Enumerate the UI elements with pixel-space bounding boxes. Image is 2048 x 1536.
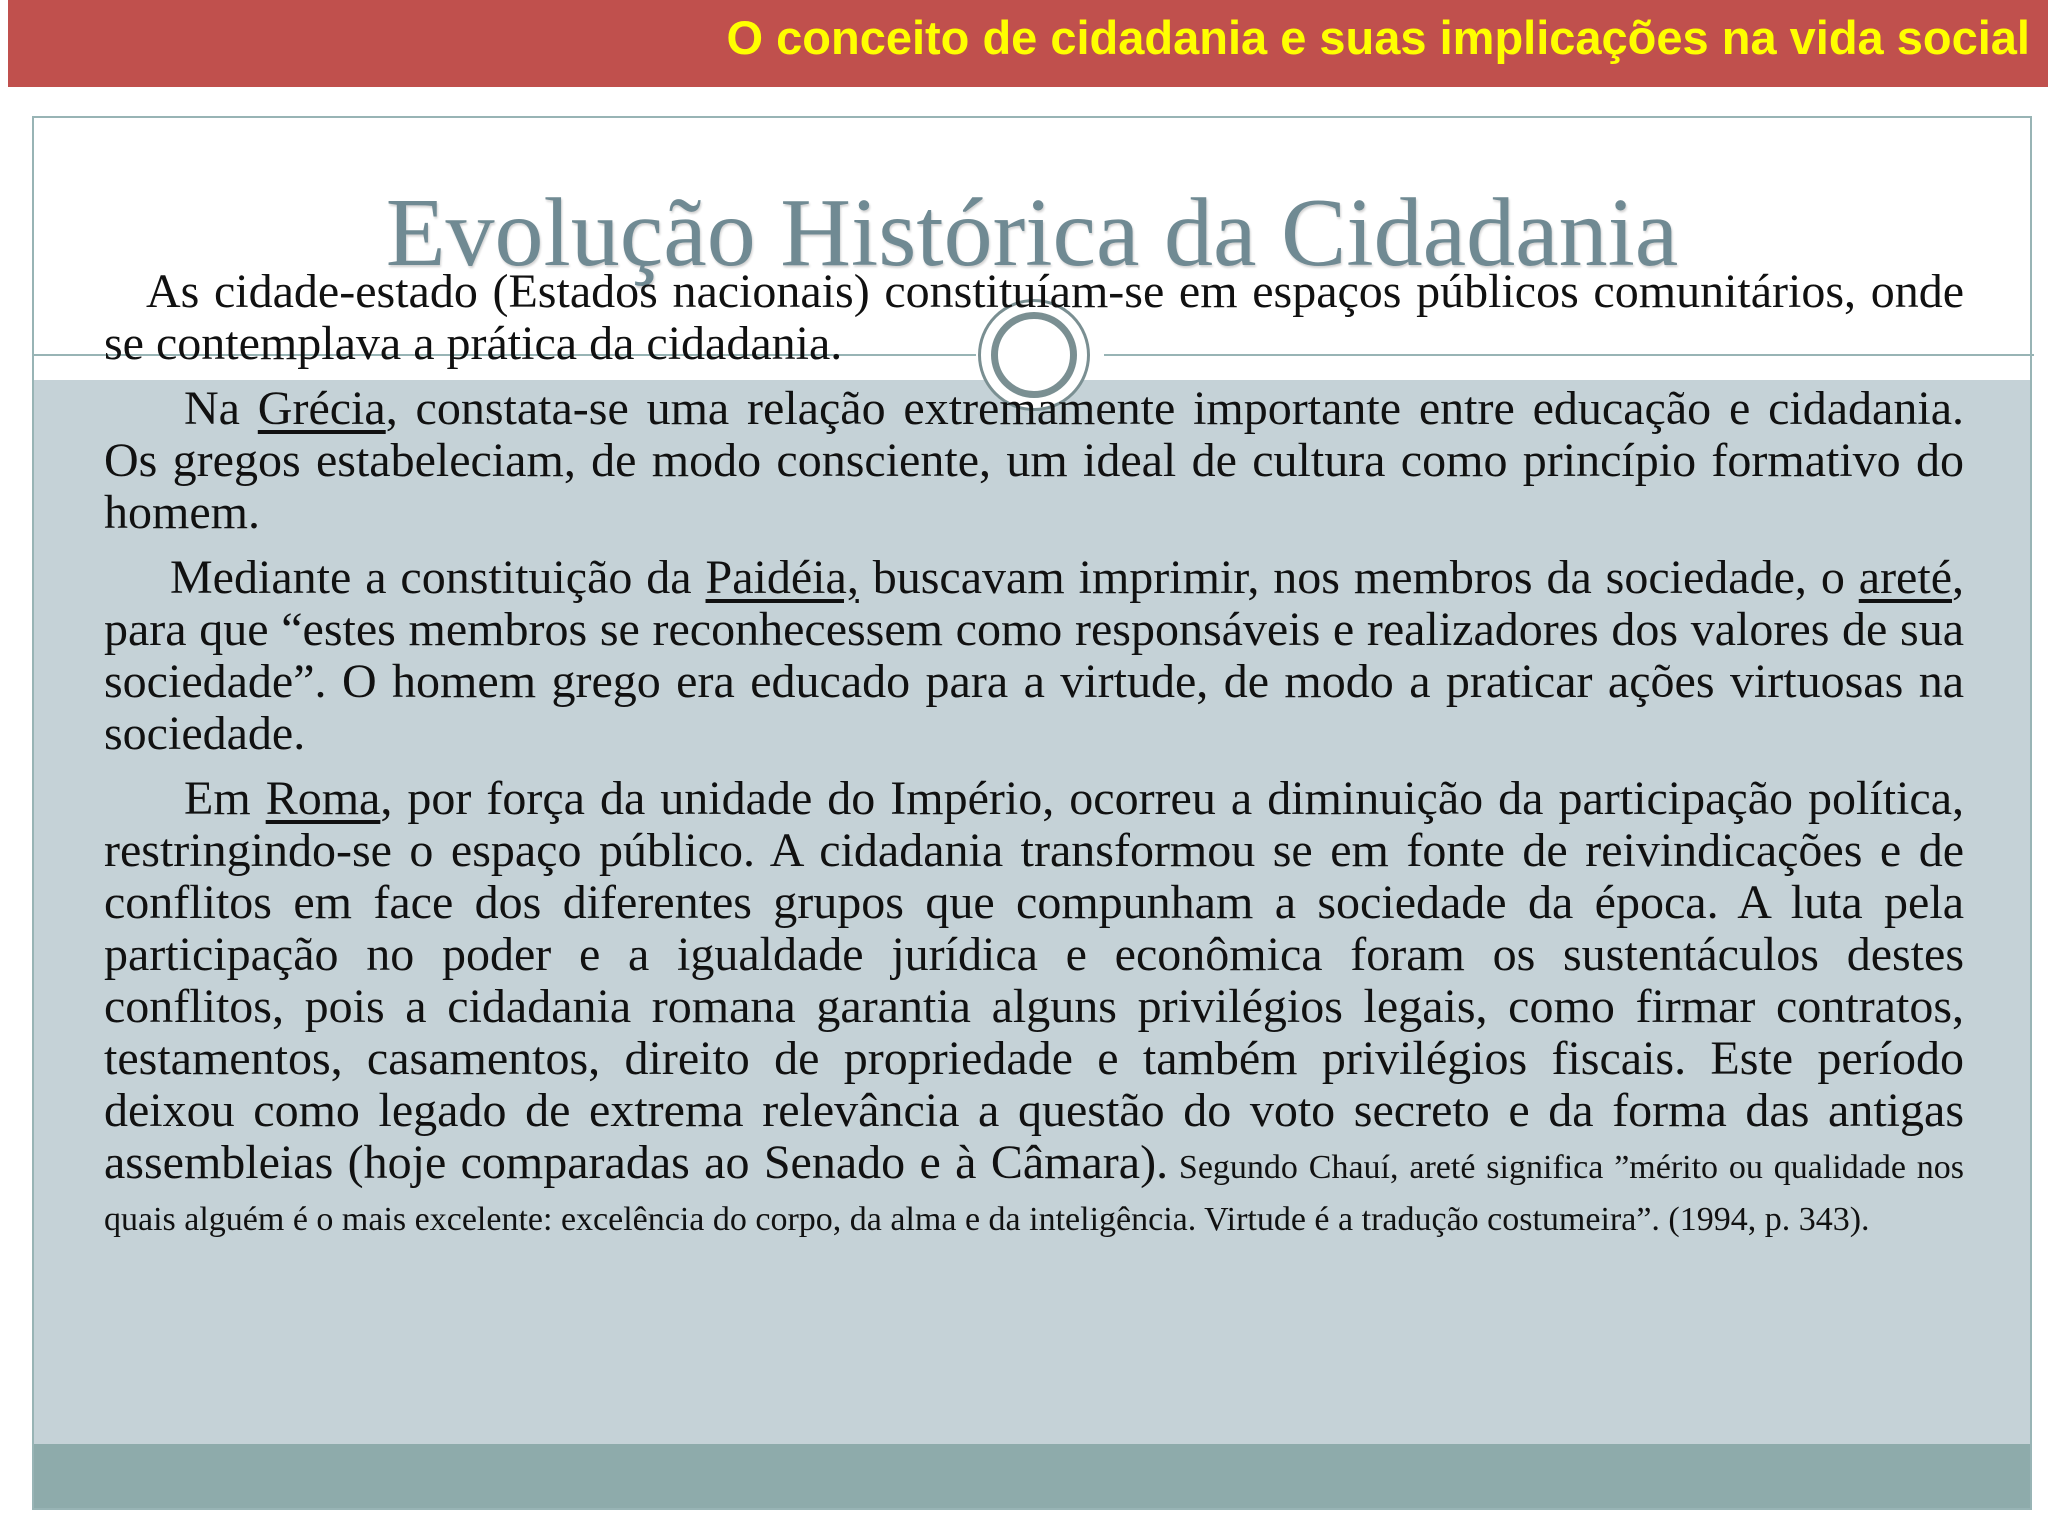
term-arete: areté (1858, 551, 1952, 604)
body-text (104, 266, 1964, 1254)
paragraph-text: , para que “estes membros se reconhecessem como responsáveis e realizadores dos valores de sua sociedade”. O homem grego era educado para a virtude, de modo a praticar ações virtuosas na sociedade. (104, 551, 1964, 760)
footer-band (34, 1444, 2030, 1508)
term-roma: Roma (265, 772, 381, 825)
term-paideia: Paidéia, (705, 551, 859, 604)
paragraph-text: , por força da unidade do Império, ocorreu a diminuição da participação política, restringindo-se o espaço público. A cidadania transformou se em fonte de reivindicações e de conflitos em face dos diferentes grupos que compunham a sociedade da época. A luta pela participação no poder e a igualdade jurídica e econômica foram os sustentáculos destes conflitos, pois a cidadania romana garantia alguns privilégios legais, como firmar contratos, testamentos, casamentos, direito de propriedade e também privilégios fiscais. Este período deixou como legado de extrema relevância a questão do voto secreto e da forma das antigas assembleias (hoje comparadas ao Senado e à Câmara). (104, 772, 1964, 1189)
paragraph-grecia (104, 383, 1964, 539)
paragraph-roma (104, 773, 1964, 1241)
paragraph-text: Mediante a constituição da (170, 551, 706, 604)
paragraph-cidade-estado (104, 266, 1964, 370)
paragraph-text: As cidade-estado (Estados nacionais) constituíam-se em espaços públicos comunitários, onde se contemplava a prática da cidadania. (104, 265, 1964, 370)
paragraph-text: Na (184, 382, 258, 435)
term-grecia: Grécia (257, 382, 386, 435)
paragraph-text: buscavam imprimir, nos membros da sociedade, o (858, 551, 1859, 604)
header-bar (8, 0, 2048, 87)
header-title: O conceito de cidadania e suas implicações na vida social (726, 11, 2030, 64)
footnote-chaui: Segundo Chauí, areté significa ”mérito ou qualidade nos quais alguém é o mais excelente: excelência do corpo, da alma e da inteligência. Virtude é a tradução costumeira”. (1994, p. 343). (104, 1149, 1965, 1238)
paragraph-text: Em (184, 772, 266, 825)
slide-title: Evolução Histórica da Cidadania (385, 179, 1679, 287)
paragraph-paideia (104, 552, 1964, 760)
paragraph-text: , constata-se uma relação extremamente importante entre educação e cidadania. Os gregos estabeleciam, de modo consciente, um ideal de cultura como princípio formativo do homem. (104, 382, 1964, 539)
